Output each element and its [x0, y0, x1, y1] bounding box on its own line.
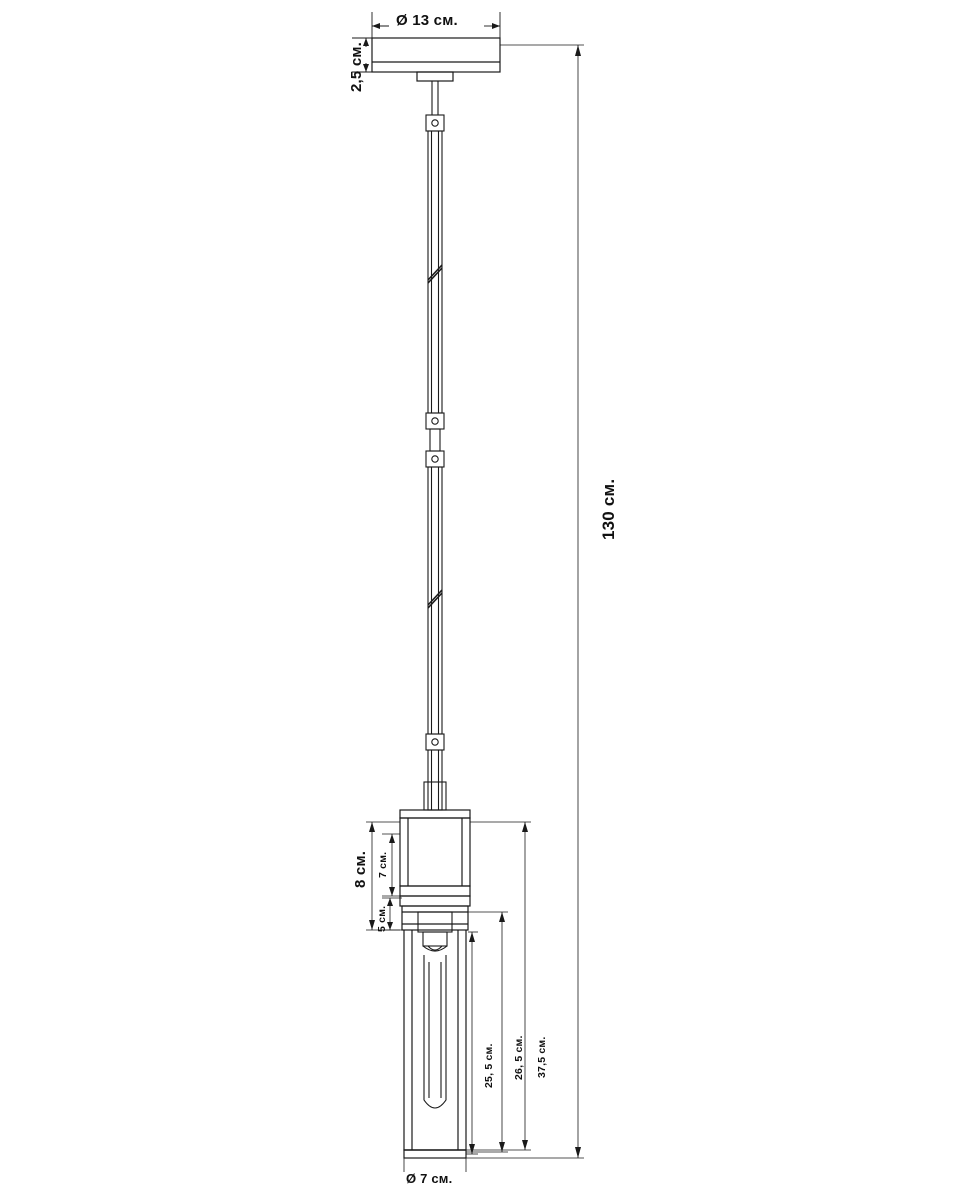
tube-bulb: [424, 946, 446, 1108]
dim-label-head-height: 8 см.: [352, 850, 369, 888]
ceiling-canopy: [372, 38, 500, 81]
dim-label-glass-inner: 25, 5 см.: [483, 1043, 495, 1088]
collar-ring: [402, 906, 468, 930]
dimension-lines: [366, 45, 584, 1172]
glass-cylinder-shade: [404, 930, 466, 1158]
dim-label-shade-diameter: Ø 7 см.: [406, 1171, 453, 1186]
lamp-head-cylinder: [400, 810, 470, 906]
dim-label-head-upper: 7 см.: [377, 851, 389, 878]
dim-label-glass-height: 26, 5 см.: [513, 1035, 525, 1080]
dim-label-ring-height: 5 см.: [376, 905, 388, 932]
dim-label-canopy-diameter: Ø 13 см.: [396, 12, 458, 29]
dim-label-canopy-height: 2,5 см.: [348, 41, 365, 92]
dim-label-shade-to-bottom: 37,5 см.: [536, 1036, 548, 1078]
suspension-cable: [424, 81, 446, 810]
dim-label-total-drop: 130 см.: [599, 478, 618, 540]
lamp-socket: [418, 912, 452, 951]
